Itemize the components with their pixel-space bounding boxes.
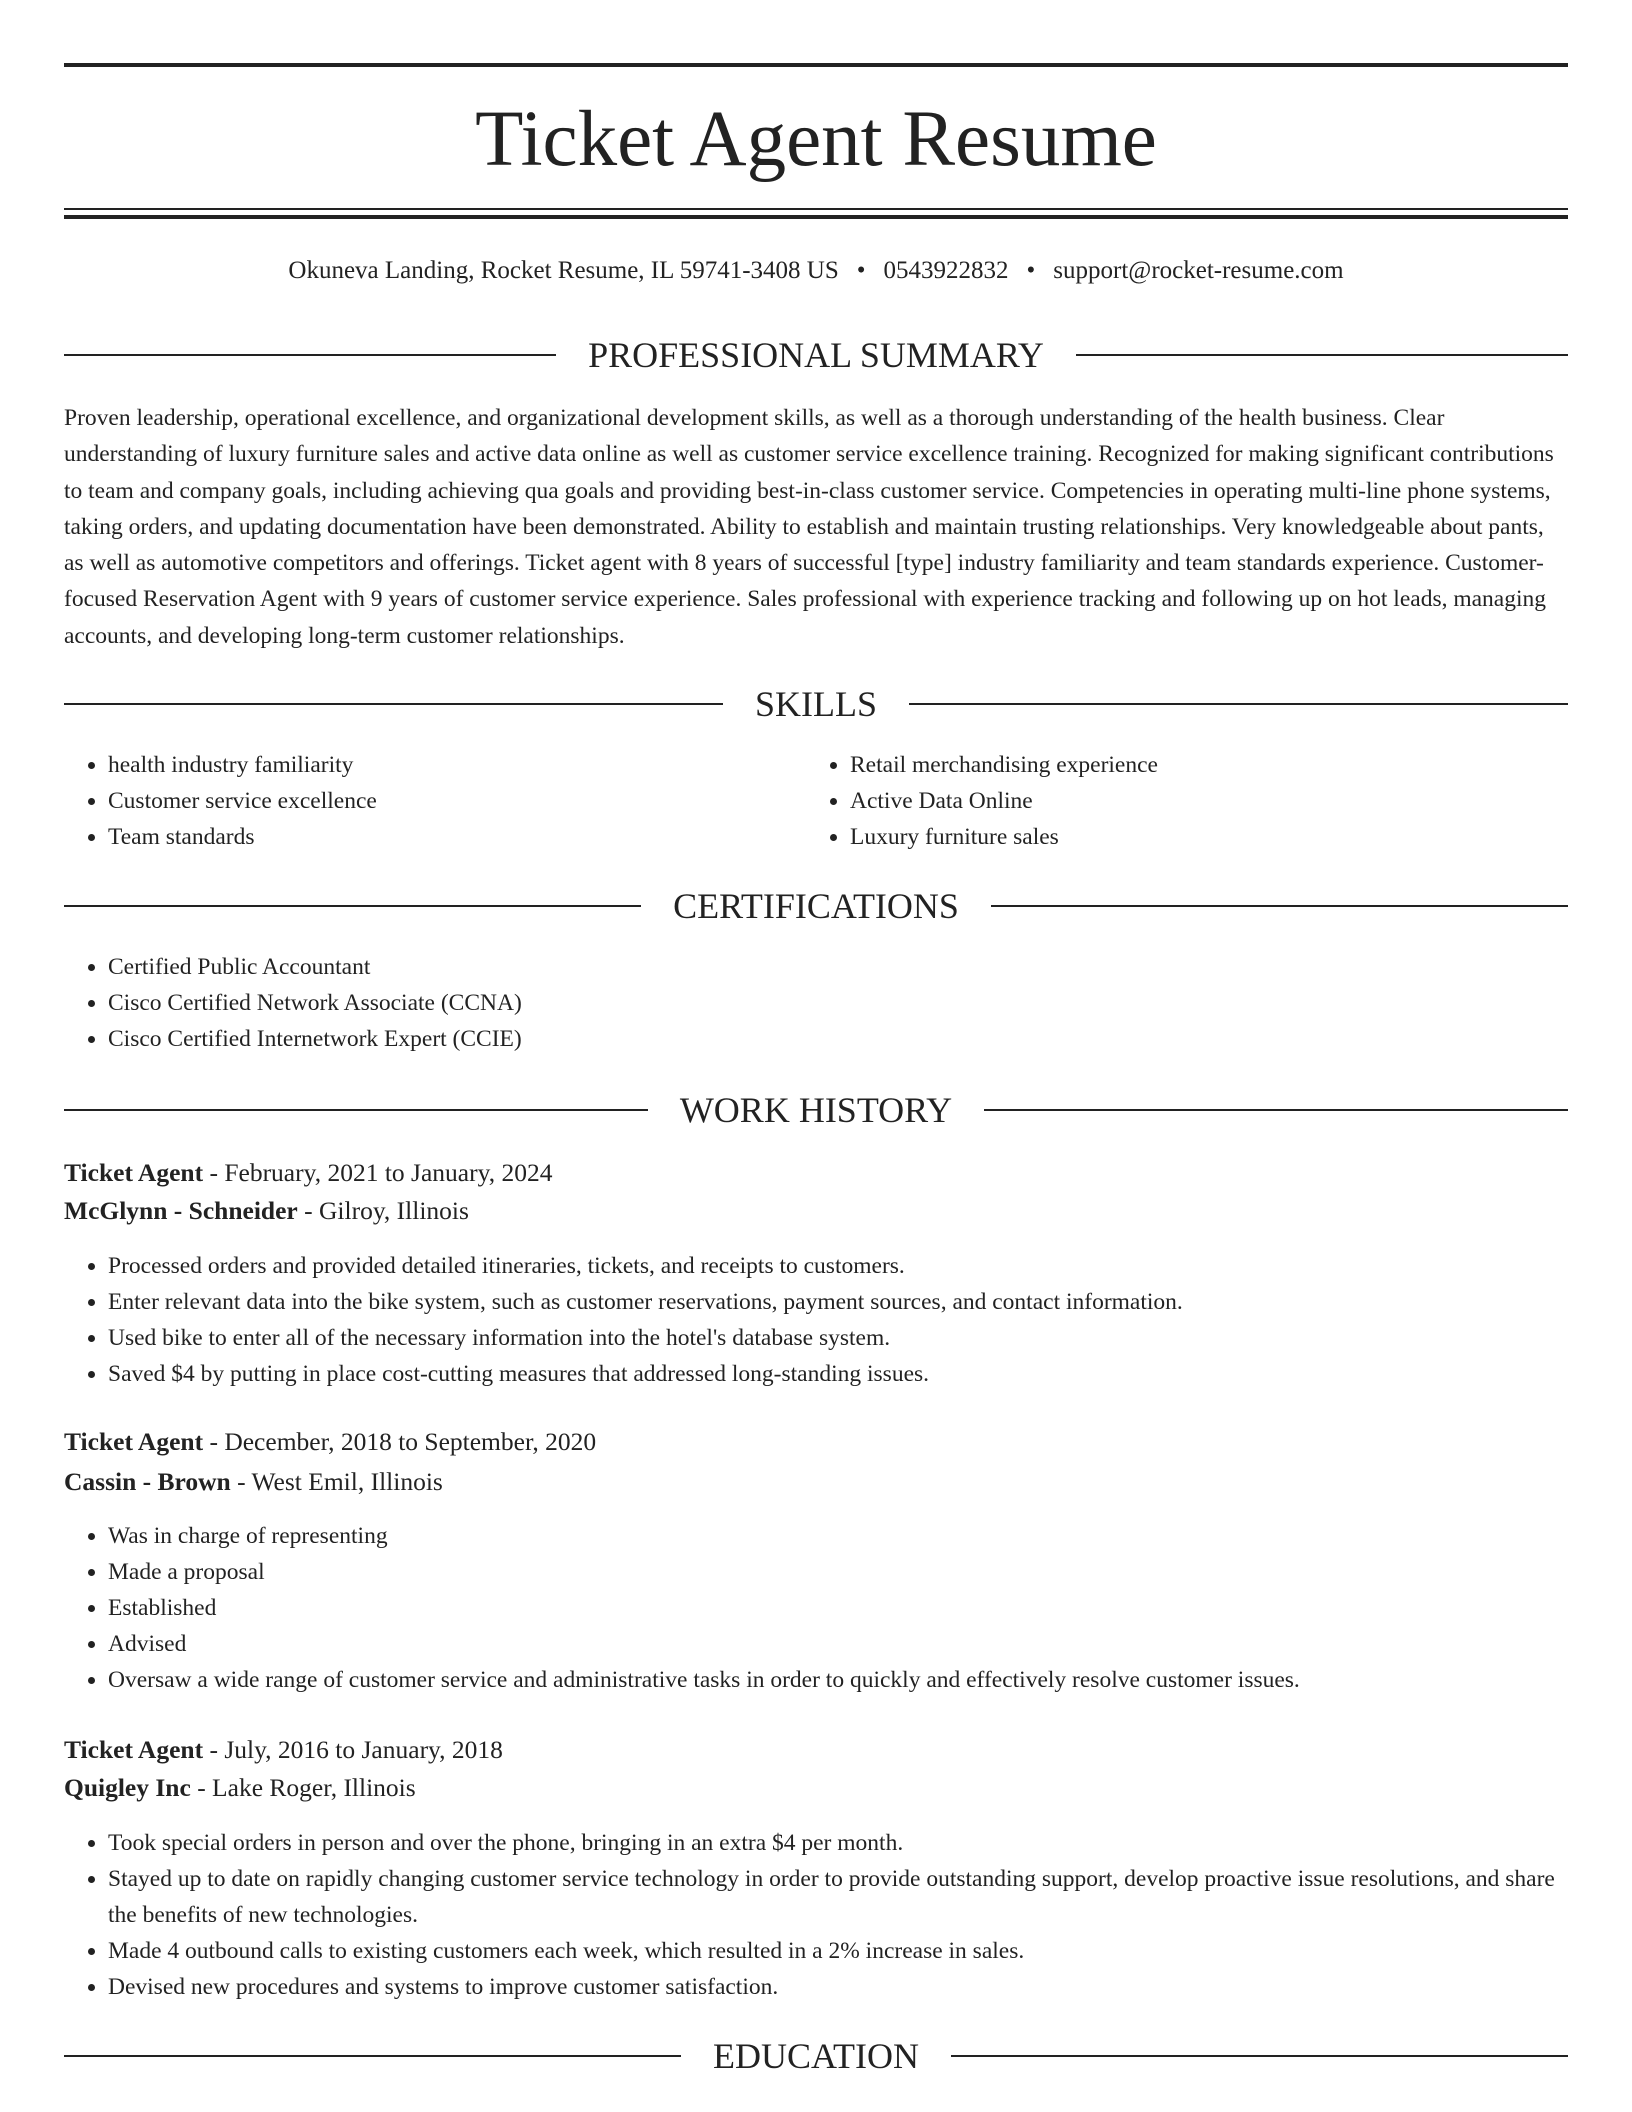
heading-rule — [64, 703, 723, 705]
job-title: Ticket Agent — [64, 1158, 204, 1187]
skill-item: • Active Data Online — [850, 783, 1550, 819]
skill-item: • Team standards — [108, 819, 808, 855]
heading-rule — [984, 1109, 1568, 1111]
work-history-heading — [64, 1088, 1568, 1132]
job-location: - Lake Roger, Illinois — [197, 1773, 416, 1802]
job-location: - Gilroy, Illinois — [304, 1196, 469, 1225]
certifications-list — [64, 949, 1568, 1057]
contact-separator: • — [1026, 257, 1036, 284]
job-company-line — [64, 1464, 1568, 1500]
header-bottom-rule-thick — [64, 215, 1568, 219]
certification-item: • Cisco Certified Internetwork Expert (CCIE) — [108, 1021, 1568, 1057]
certification-item: • Cisco Certified Network Associate (CCNA) — [108, 985, 1568, 1021]
job-bullet: • Processed orders and provided detailed itineraries, tickets, and receipts to customers. — [108, 1248, 1568, 1284]
skill-item: • health industry familiarity — [108, 747, 808, 783]
job-bullet: • Was in charge of representing — [108, 1518, 1568, 1554]
heading-rule — [64, 1109, 648, 1111]
skill-item: • Retail merchandising experience — [850, 747, 1550, 783]
heading-rule — [991, 905, 1568, 907]
job-company: Cassin - Brown — [64, 1467, 231, 1496]
job-bullet: • Advised — [108, 1626, 1568, 1662]
contact-separator: • — [856, 257, 866, 284]
job-company: Quigley Inc — [64, 1773, 191, 1802]
job-company-line — [64, 1193, 1568, 1229]
job-bullet: • Made 4 outbound calls to existing customers each week, which resulted in a 2% increase in sales. — [108, 1933, 1568, 1969]
header-bottom-rule-thin — [64, 208, 1568, 210]
job-title-line — [64, 1424, 1568, 1460]
job-bullet: • Used bike to enter all of the necessary information into the hotel's database system. — [108, 1320, 1568, 1356]
education-heading — [64, 2034, 1568, 2078]
resume-title: Ticket Agent Resume — [475, 96, 1157, 183]
certifications-heading-label: CERTIFICATIONS — [673, 886, 959, 926]
job-bullets — [64, 1825, 1568, 2005]
heading-rule — [951, 2055, 1568, 2057]
summary-text: Proven leadership, operational excellence, and organizational development skills, as well as a thorough understanding of the health business. Clear understanding of luxury furniture sales and active data online as well as customer service excellence training. Recognized for making significant contributions to team and company goals, including achieving qua goals and providing best-in-class customer service. Competencies in operating multi-line phone systems, taking orders, and updating documentation have been demonstrated. Ability to establish and maintain trusting relationships. Very knowledgeable about pants, as well as automotive competitors and offerings. Ticket agent with 8 years of successful [type] industry familiarity and team standards experience. Customer-focused Reservation Agent with 9 years of customer service experience. Sales professional with experience tracking and following up on hot leads, managing accounts, and developing long-term customer relationships. — [64, 405, 1554, 649]
job-company-line — [64, 1770, 1568, 1806]
job-bullet: • Saved $4 by putting in place cost-cutting measures that addressed long-standing issues. — [108, 1356, 1568, 1392]
skills-list-left — [64, 747, 808, 855]
skill-item: • Luxury furniture sales — [850, 819, 1550, 855]
education-heading-label: EDUCATION — [713, 2036, 919, 2076]
job-bullet: • Stayed up to date on rapidly changing customer service technology in order to provide outstanding support, develop proactive issue resolutions, and share the benefits of new technologies. — [108, 1861, 1568, 1933]
job-title: Ticket Agent — [64, 1427, 204, 1456]
job-bullets — [64, 1518, 1568, 1698]
job-company: McGlynn - Schneider — [64, 1196, 298, 1225]
job-dates: - February, 2021 to January, 2024 — [209, 1158, 553, 1187]
summary-heading — [64, 333, 1568, 377]
work-history-heading-label: WORK HISTORY — [679, 1090, 953, 1130]
heading-rule — [1076, 354, 1568, 356]
job-dates: - December, 2018 to September, 2020 — [209, 1427, 597, 1456]
skills-heading — [64, 682, 1568, 726]
contact-address: Okuneva Landing, Rocket Resume, IL 59741-3408 US — [288, 257, 839, 284]
heading-rule — [64, 2055, 681, 2057]
job-bullet: • Oversaw a wide range of customer service and administrative tasks in order to quickly and effectively resolve customer issues. — [108, 1662, 1568, 1698]
contact-email: support@rocket-resume.com — [1053, 257, 1344, 284]
heading-rule — [64, 354, 556, 356]
skills-heading-label: SKILLS — [755, 684, 878, 724]
job-bullet: • Enter relevant data into the bike system, such as customer reservations, payment sources, and contact information. — [108, 1284, 1568, 1320]
heading-rule — [64, 905, 641, 907]
certifications-heading — [64, 884, 1568, 928]
header-top-rule — [64, 63, 1568, 67]
job-title-line — [64, 1732, 1568, 1768]
heading-rule — [909, 703, 1568, 705]
job-bullets — [64, 1248, 1568, 1392]
contact-phone: 0543922832 — [883, 257, 1009, 284]
job-title: Ticket Agent — [64, 1735, 204, 1764]
certification-item: • Certified Public Accountant — [108, 949, 1568, 985]
job-bullet: • Made a proposal — [108, 1554, 1568, 1590]
job-bullet: • Devised new procedures and systems to improve customer satisfaction. — [108, 1969, 1568, 2005]
job-bullet: • Took special orders in person and over the phone, bringing in an extra $4 per month. — [108, 1825, 1568, 1861]
contact-line — [64, 254, 1568, 288]
skill-item: • Customer service excellence — [108, 783, 808, 819]
job-dates: - July, 2016 to January, 2018 — [209, 1735, 503, 1764]
summary-heading-label: PROFESSIONAL SUMMARY — [588, 335, 1044, 375]
job-bullet: • Established — [108, 1590, 1568, 1626]
job-title-line — [64, 1155, 1568, 1191]
job-location: - West Emil, Illinois — [237, 1467, 443, 1496]
skills-list-right — [806, 747, 1550, 855]
